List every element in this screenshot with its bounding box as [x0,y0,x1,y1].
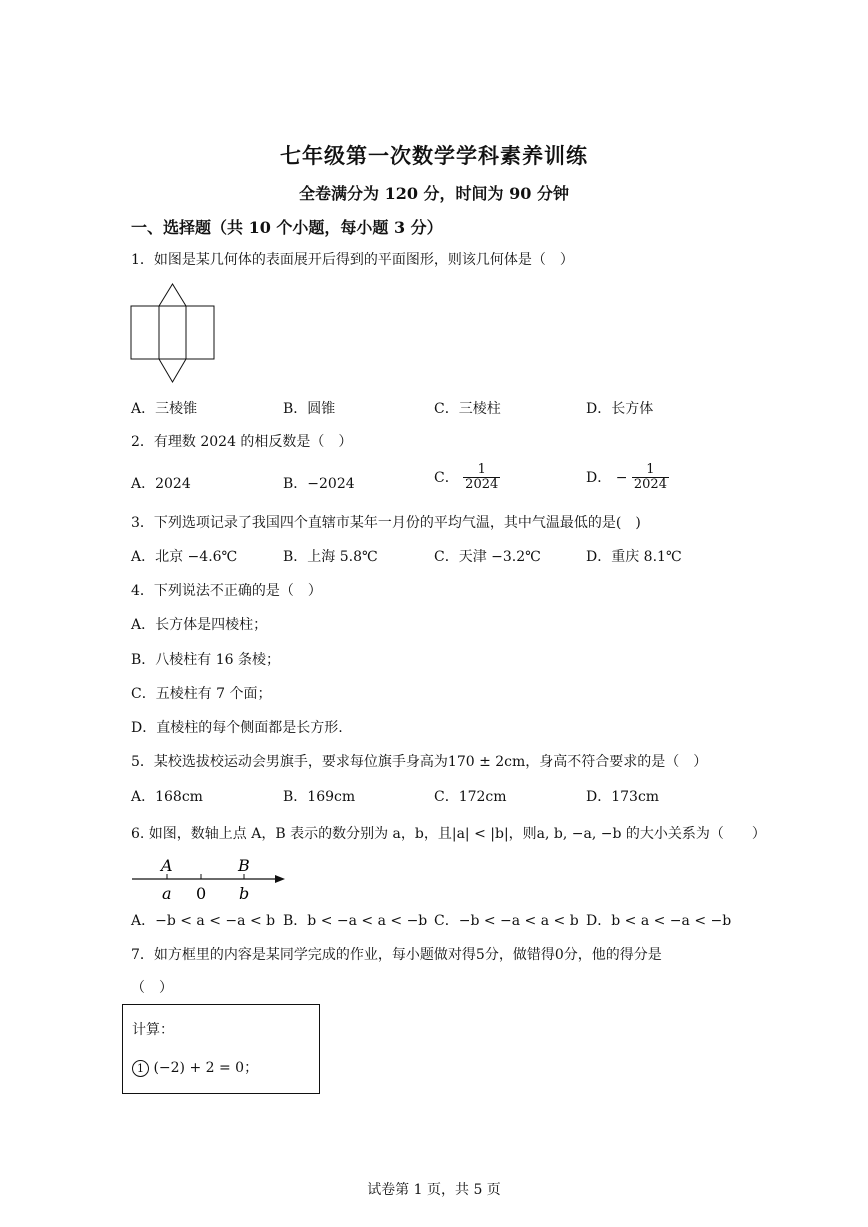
q3-option-a: A．北京 −4.6℃ [131,549,238,565]
q1-option-b: B．圆锥 [283,401,336,417]
q5-option-c: C．172cm [434,789,507,805]
circled-number-icon: 1 [132,1060,149,1077]
minus-sign: − [615,469,628,486]
q2-option-d-label: D． [586,469,612,486]
fraction-numerator: 1 [646,462,655,477]
point-label-b-upper: B [238,856,250,875]
q6-option-b: B．b < −a < a < −b [283,913,428,929]
q6-option-c: C．−b < −a < a < b [434,913,579,929]
q6-option-d: D．b < a < −a < −b [586,913,732,929]
page-subtitle: 全卷满分为 120 分，时间为 90 分钟 [299,184,569,203]
prism-net-figure [130,283,216,385]
q4-option-c: C．五棱柱有 7 个面； [131,686,272,702]
q3-option-c: C．天津 −3.2℃ [434,549,541,565]
q4-option-b: B．八棱柱有 16 条棱； [131,652,281,668]
question-4-stem: 4．下列说法不正确的是（ ） [131,583,322,599]
fraction-numerator: 1 [477,462,486,477]
q4-option-d: D．直棱柱的每个侧面都是长方形. [131,720,343,736]
homework-box-heading: 计算： [132,1022,174,1038]
question-1-stem: 1．如图是某几何体的表面展开后得到的平面图形，则该几何体是（ ） [131,252,574,268]
fraction-denominator: 2024 [465,477,499,493]
homework-box [122,1004,320,1094]
homework-item-1 [132,1057,258,1077]
homework-item-1-expr: (−2) + 2 = 0； [153,1060,259,1076]
page-title: 七年级第一次数学学科素养训练 [280,143,588,168]
q4-option-a: A．长方体是四棱柱； [131,617,268,633]
section-heading: 一、选择题（共 10 个小题，每小题 3 分） [131,218,443,237]
page-footer: 试卷第 1 页，共 5 页 [367,1182,501,1198]
q6-option-a: A．−b < a < −a < b [131,913,276,929]
value-label-zero: 0 [196,884,207,903]
point-label-a-upper: A [161,856,173,875]
q1-option-c: C．三棱柱 [434,401,501,417]
q2-option-c-fraction [463,463,500,493]
q2-option-c [434,463,500,493]
q5-option-b: B．169cm [283,789,356,805]
q5-option-a: A．168cm [131,789,203,805]
question-7-paren: （ ） [131,980,173,996]
question-6-stem: 6. 如图，数轴上点 A，B 表示的数分别为 a，b，且|a| < |b|，则a, b, −a, −b 的大小关系为（ ） [131,826,766,842]
q3-option-d: D．重庆 8.1℃ [586,549,682,565]
q5-option-d: D．173cm [586,789,660,805]
axis-arrow-icon [275,875,285,883]
q2-option-b: B．−2024 [283,476,355,492]
question-3-stem: 3．下列选项记录了我国四个直辖市某年一月份的平均气温，其中气温最低的是( ) [131,515,641,531]
q2-option-c-label: C． [434,469,459,486]
question-7-stem: 7．如方框里的内容是某同学完成的作业，每小题做对得5分，做错得0分，他的得分是 [131,947,662,963]
q2-option-a: A．2024 [131,476,191,492]
value-label-a: a [162,884,172,903]
fraction-denominator: 2024 [633,477,667,493]
q1-option-a: A．三棱锥 [131,401,198,417]
q2-option-d-fraction [632,463,669,493]
question-5-stem: 5．某校选拔校运动会男旗手，要求每位旗手身高为170 ± 2cm，身高不符合要求的是（ ） [131,754,708,770]
question-2-stem: 2．有理数 2024 的相反数是（ ） [131,434,353,450]
q3-option-b: B．上海 5.8℃ [283,549,378,565]
value-label-b: b [239,884,250,903]
number-line-figure [130,852,290,904]
q1-option-d: D．长方体 [586,401,654,417]
q2-option-d [586,463,669,493]
